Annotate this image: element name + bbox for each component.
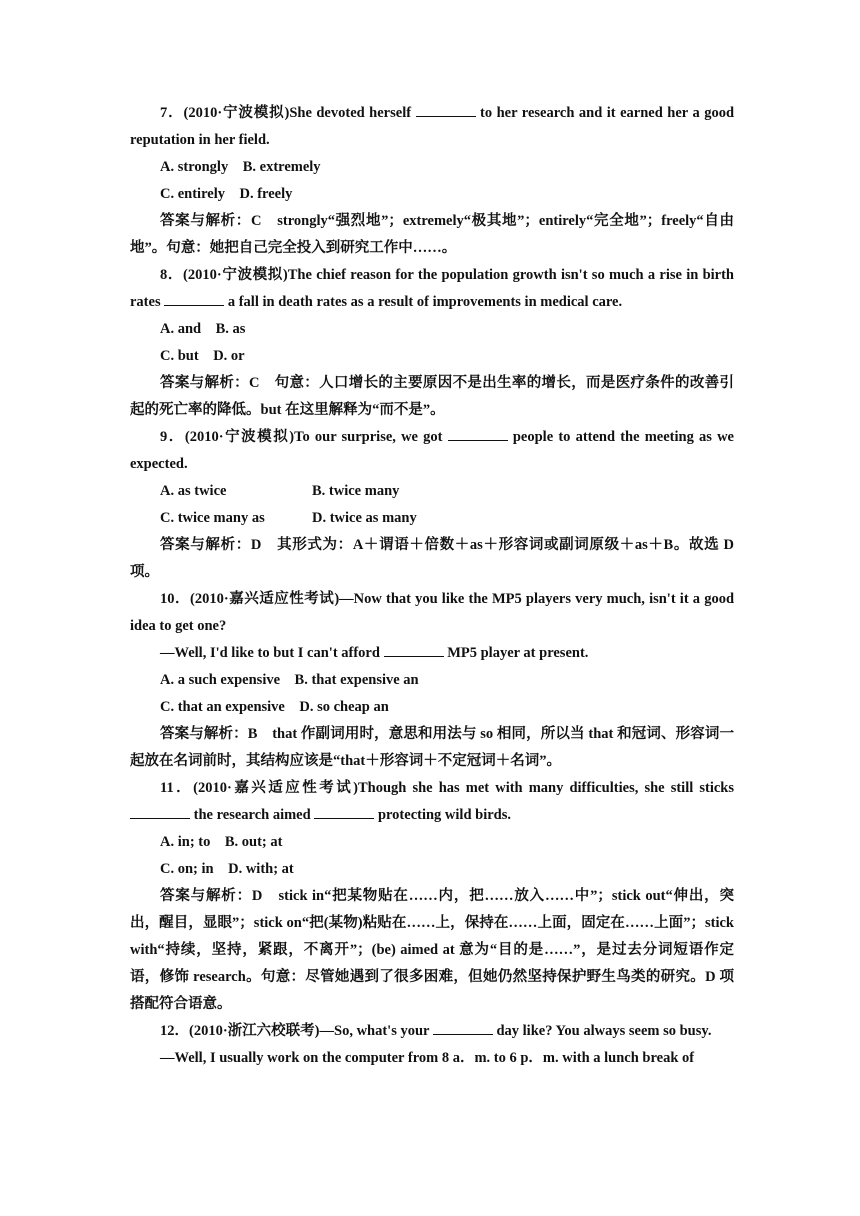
options-row: A. and B. as: [160, 321, 246, 337]
options-row: C. on; in D. with; at: [160, 861, 294, 877]
options-row: C. that an expensive D. so cheap an: [160, 699, 389, 715]
answer-explanation: 答案与解析：D 其形式为：A＋谓语＋倍数＋as＋形容词或副词原级＋as＋B。故选 D 项。: [130, 537, 735, 580]
answer-blank: [384, 642, 444, 657]
answer-blank: [448, 426, 508, 441]
options-row: C. entirely D. freely: [160, 186, 293, 202]
question-7: [130, 100, 734, 262]
document-page: [130, 100, 734, 1072]
answer-explanation: 答案与解析：C strongly“强烈地”；extremely“极其地”；entirely“完全地”；freely“自由地”。句意：她把自己完全投入到研究工作中……。: [130, 213, 734, 256]
question-stem-line2: —Well, I'd like to but I can't afford MP5 player at present.: [130, 640, 734, 667]
question-stem: 9．(2010·宁波模拟)To our surprise, we got people to attend the meeting as we expected.: [130, 424, 734, 478]
question-10: [130, 586, 734, 775]
options-row: A. strongly B. extremely: [160, 159, 321, 175]
answer-explanation: 答案与解析：C 句意：人口增长的主要原因不是出生率的增长，而是医疗条件的改善引起的死亡率的降低。but 在这里解释为“而不是”。: [130, 375, 735, 418]
options-row: A. as twice B. twice many: [160, 483, 400, 499]
options-row: A. a such expensive B. that expensive an: [160, 672, 419, 688]
question-stem: 7．(2010·宁波模拟)She devoted herself to her research and it earned her a good reputation in her field.: [130, 100, 734, 154]
question-12: [130, 1018, 734, 1072]
question-stem-line2: —Well, I usually work on the computer from 8 a．m. to 6 p．m. with a lunch break of: [160, 1050, 695, 1066]
question-stem: 8．(2010·宁波模拟)The chief reason for the population growth isn't so much a rise in birth rates a fall in death rates as a result of improvements in medical care.: [130, 267, 734, 310]
options-row: C. but D. or: [160, 348, 245, 364]
answer-blank: [314, 804, 374, 819]
options-row: A. in; to B. out; at: [160, 834, 283, 850]
answer-explanation: 答案与解析：D stick in“把某物贴在……内，把……放入……中”；stick out“伸出，突出，醒目，显眼”；stick on“把(某物)粘贴在……上，保持在……上面，固定在……上面”；stick with“持续，坚持，紧跟，不离开”；(be) aimed at 意为“目的是……”，是过去分词短语作定语，修饰 research。句意：尽管她遇到了很多困难，但她仍然坚持保护野生鸟类的研究。D 项搭配符合语意。: [130, 888, 734, 1012]
answer-blank: [164, 291, 224, 306]
answer-blank: [130, 804, 190, 819]
question-stem: 12．(2010·浙江六校联考)—So, what's your day like? You always seem so busy.: [130, 1018, 734, 1045]
answer-blank: [416, 102, 476, 117]
question-8: [130, 262, 734, 424]
options-row: C. twice many as D. twice as many: [160, 510, 417, 526]
question-9: [130, 424, 734, 586]
question-stem: 11．(2010·嘉兴适应性考试)Though she has met with many difficulties, she still sticks the research aimed protecting wild birds.: [130, 775, 734, 829]
question-stem: 10．(2010·嘉兴适应性考试)—Now that you like the MP5 players very much, isn't it a good idea to get one?: [130, 591, 735, 634]
answer-explanation: 答案与解析：B that 作副词用时，意思和用法与 so 相同，所以当 that 和冠词、形容词一起放在名词前时，其结构应该是“that＋形容词＋不定冠词＋名词”。: [130, 726, 735, 769]
answer-blank: [433, 1020, 493, 1035]
question-11: [130, 775, 734, 1018]
